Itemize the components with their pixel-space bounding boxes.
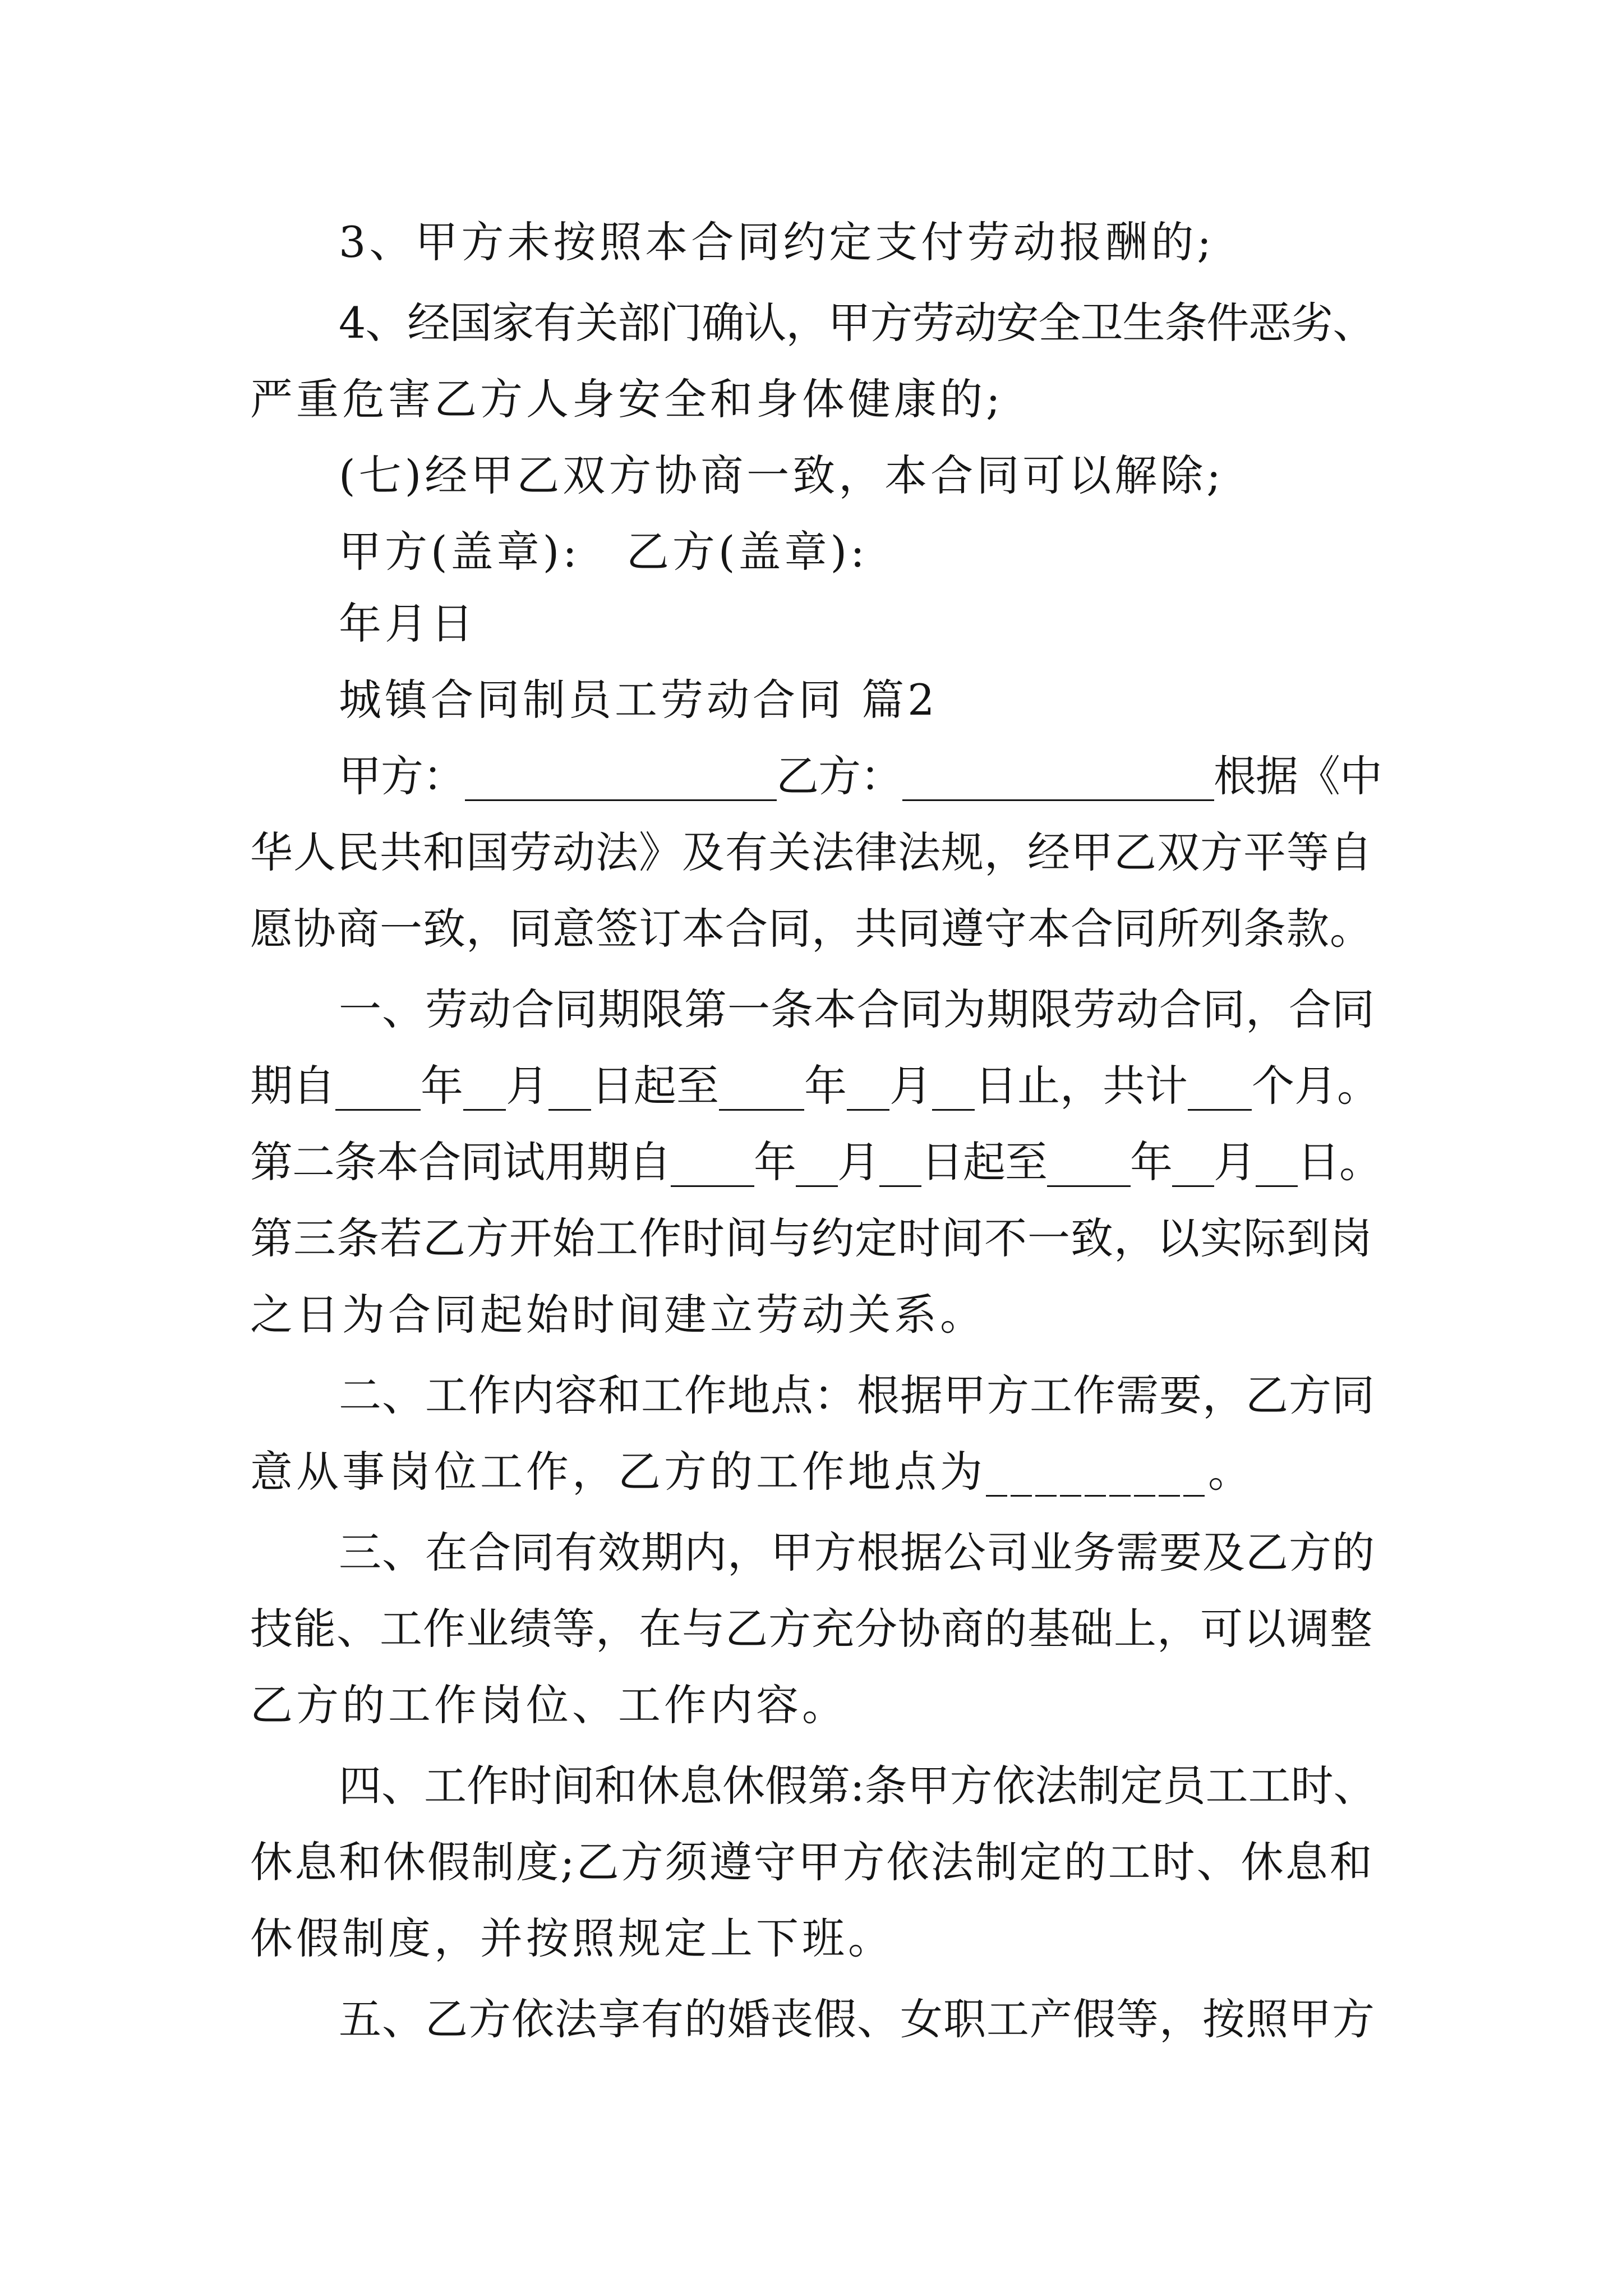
date-line: 年月日 bbox=[339, 599, 477, 648]
adjustment-line-3: 乙方的工作岗位、工作内容。 bbox=[250, 1680, 848, 1730]
term-line-3: 第二条本合同试用期自____年__月__日起至____年__月__日。 bbox=[250, 1137, 1381, 1187]
work-hours-line-2: 休息和休假制度;乙方须遵守甲方依法制定的工时、休息和 bbox=[250, 1837, 1374, 1887]
signature-line: 甲方(盖章): 乙方(盖章): bbox=[339, 527, 868, 577]
work-content-line-2: 意从事岗位工作，乙方的工作地点为_________。 bbox=[250, 1447, 1254, 1497]
leave-line-1: 五、乙方依法享有的婚丧假、女职工产假等，按照甲方 bbox=[339, 1994, 1375, 2044]
clause-7-line: (七)经甲乙双方协商一致，本合同可以解除; bbox=[339, 450, 1224, 500]
adjustment-line-2: 技能、工作业绩等，在与乙方充分协商的基础上，可以调整 bbox=[250, 1604, 1373, 1654]
parties-line-2: 华人民共和国劳动法》及有关法律法规，经甲乙双方平等自 bbox=[250, 827, 1373, 877]
clause-4-line-1: 4、经国家有关部门确认，甲方劳动安全卫生条件恶劣、 bbox=[339, 298, 1375, 348]
work-hours-line-1: 四、工作时间和休息休假第:条甲方依法制定员工工时、 bbox=[339, 1761, 1376, 1811]
clause-3-line: 3、甲方未按照本合同约定支付劳动报酬的; bbox=[339, 217, 1215, 267]
parties-line-3: 愿协商一致，同意签订本合同，共同遵守本合同所列条款。 bbox=[250, 904, 1373, 954]
clause-4-line-2: 严重危害乙方人身安全和身体健康的; bbox=[250, 374, 1004, 424]
term-line-5: 之日为合同起始时间建立劳动关系。 bbox=[250, 1290, 986, 1340]
work-hours-line-3: 休假制度，并按照规定上下班。 bbox=[250, 1913, 894, 1963]
adjustment-line-1: 三、在合同有效期内，甲方根据公司业务需要及乙方的 bbox=[339, 1527, 1375, 1577]
term-line-4: 第三条若乙方开始工作时间与约定时间不一致，以实际到岗 bbox=[250, 1213, 1373, 1263]
parties-line-1: 甲方：_______________乙方：_______________根据《中 bbox=[339, 751, 1382, 801]
section-title: 城镇合同制员工劳动合同 篇2 bbox=[339, 675, 938, 725]
term-line-1: 一、劳动合同期限第一条本合同为期限劳动合同，合同 bbox=[339, 984, 1375, 1034]
work-content-line-1: 二、工作内容和工作地点：根据甲方工作需要，乙方同 bbox=[339, 1370, 1375, 1420]
term-line-2: 期自____年__月__日起至____年__月__日止，共计___个月。 bbox=[250, 1061, 1380, 1111]
